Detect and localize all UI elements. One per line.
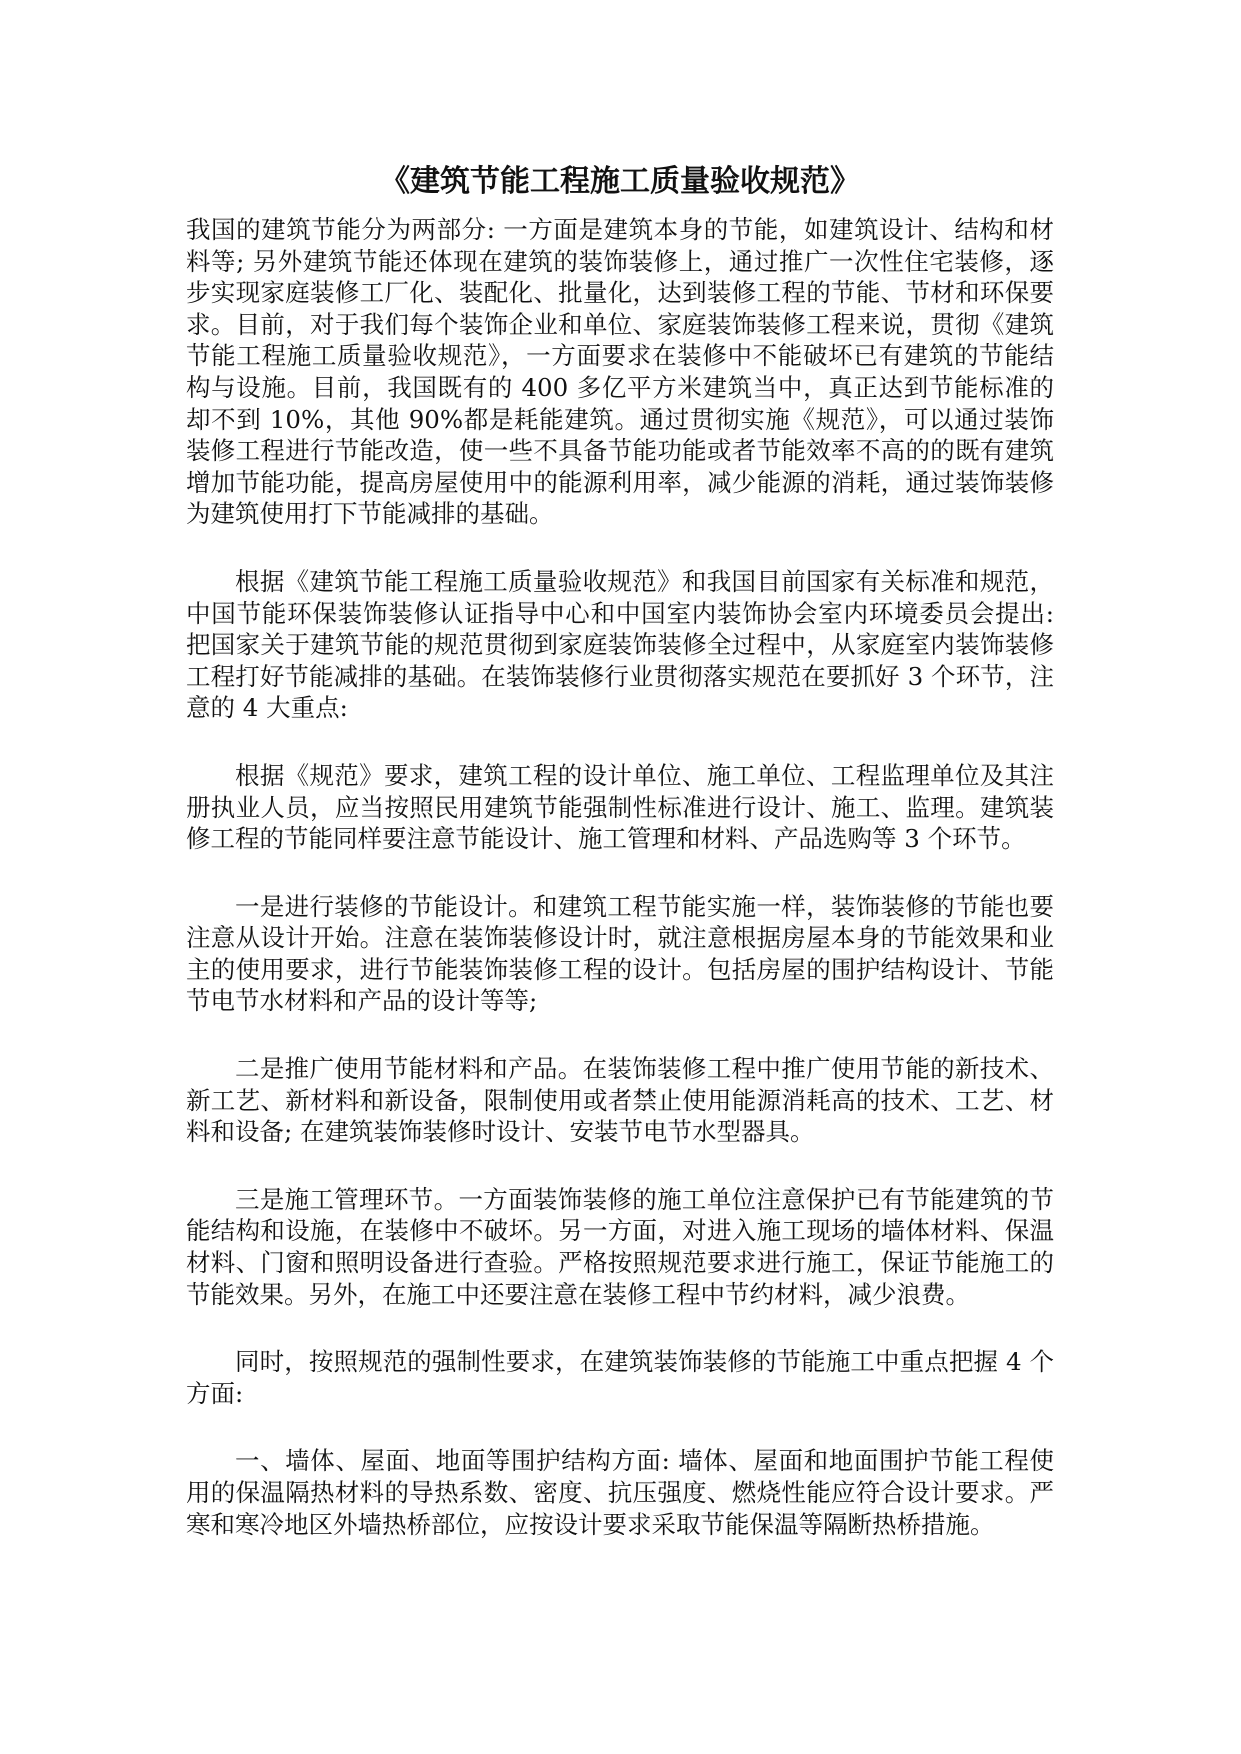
paragraph-proposal: 根据《建筑节能工程施工质量验收规范》和我国目前国家有关标准和规范，中国节能环保装饰装修认证指导中心和中国室内装饰协会室内环境委员会提出: 把国家关于建筑节能的规范贯彻到家庭装饰装修全过程中，从家庭室内装饰装修工程打好节能减排的基础。在装饰装修行业贯彻落实规范在要抓好 3 个环节，注意的 4 大重点: <box>186 566 1054 723</box>
document-page <box>186 160 1054 1540</box>
paragraph-intro: 我国的建筑节能分为两部分: 一方面是建筑本身的节能，如建筑设计、结构和材料等; 另外建筑节能还体现在建筑的装饰装修上，通过推广一次性住宅装修，逐步实现家庭装修工厂化、装配化、批量化，达到装修工程的节能、节材和环保要求。目前，对于我们每个装饰企业和单位、家庭装饰装修工程来说，贯彻《建筑节能工程施工质量验收规范》，一方面要求在装修中不能破坏已有建筑的节能结构与设施。目前，我国既有的 400 多亿平方米建筑当中，真正达到节能标准的却不到 10%，其他 90%都是耗能建筑。通过贯彻实施《规范》，可以通过装饰装修工程进行节能改造，使一些不具备节能功能或者节能效率不高的的既有建筑增加节能功能，提高房屋使用中的能源利用率，减少能源的消耗，通过装饰装修为建筑使用打下节能减排的基础。 <box>186 215 1054 529</box>
paragraph-gap <box>186 1310 1054 1346</box>
paragraph-point-one: 一、墙体、屋面、地面等围护结构方面: 墙体、屋面和地面围护节能工程使用的保温隔热材料的导热系数、密度、抗压强度、燃烧性能应符合设计要求。严寒和寒冷地区外墙热桥部位，应按设计要求采取节能保温等隔断热桥措施。 <box>186 1446 1054 1539</box>
document-title: 《建筑节能工程施工质量验收规范》 <box>380 164 860 199</box>
paragraph-gap <box>186 855 1054 891</box>
paragraph-step-two: 二是推广使用节能材料和产品。在装饰装修工程中推广使用节能的新技术、新工艺、新材料和新设备，限制使用或者禁止使用能源消耗高的技术、工艺、材料和设备; 在建筑装饰装修时设计、安装节电节水型器具。 <box>186 1054 1054 1147</box>
paragraph-gap <box>186 1148 1054 1184</box>
paragraph-three-steps: 根据《规范》要求，建筑工程的设计单位、施工单位、工程监理单位及其注册执业人员，应当按照民用建筑节能强制性标准进行设计、施工、监理。建筑装修工程的节能同样要注意节能设计、施工管理和材料、产品选购等 3 个环节。 <box>186 760 1054 854</box>
paragraph-gap <box>186 1017 1054 1053</box>
paragraph-step-one: 一是进行装修的节能设计。和建筑工程节能实施一样，装饰装修的节能也要注意从设计开始。注意在装饰装修设计时，就注意根据房屋本身的节能效果和业主的使用要求，进行节能装饰装修工程的设计。包括房屋的围护结构设计、节能节电节水材料和产品的设计等等; <box>186 891 1054 1016</box>
paragraph-step-three: 三是施工管理环节。一方面装饰装修的施工单位注意保护已有节能建筑的节能结构和设施，在装修中不破坏。另一方面，对进入施工现场的墙体材料、保温材料、门窗和照明设备进行查验。严格按照规范要求进行施工，保证节能施工的节能效果。另外，在施工中还要注意在装修工程中节约材料，减少浪费。 <box>186 1184 1054 1309</box>
paragraph-gap <box>186 530 1054 566</box>
paragraph-gap <box>186 1409 1054 1445</box>
paragraph-gap <box>186 724 1054 760</box>
paragraph-four-points: 同时，按照规范的强制性要求，在建筑装饰装修的节能施工中重点把握 4 个方面: <box>186 1347 1054 1408</box>
